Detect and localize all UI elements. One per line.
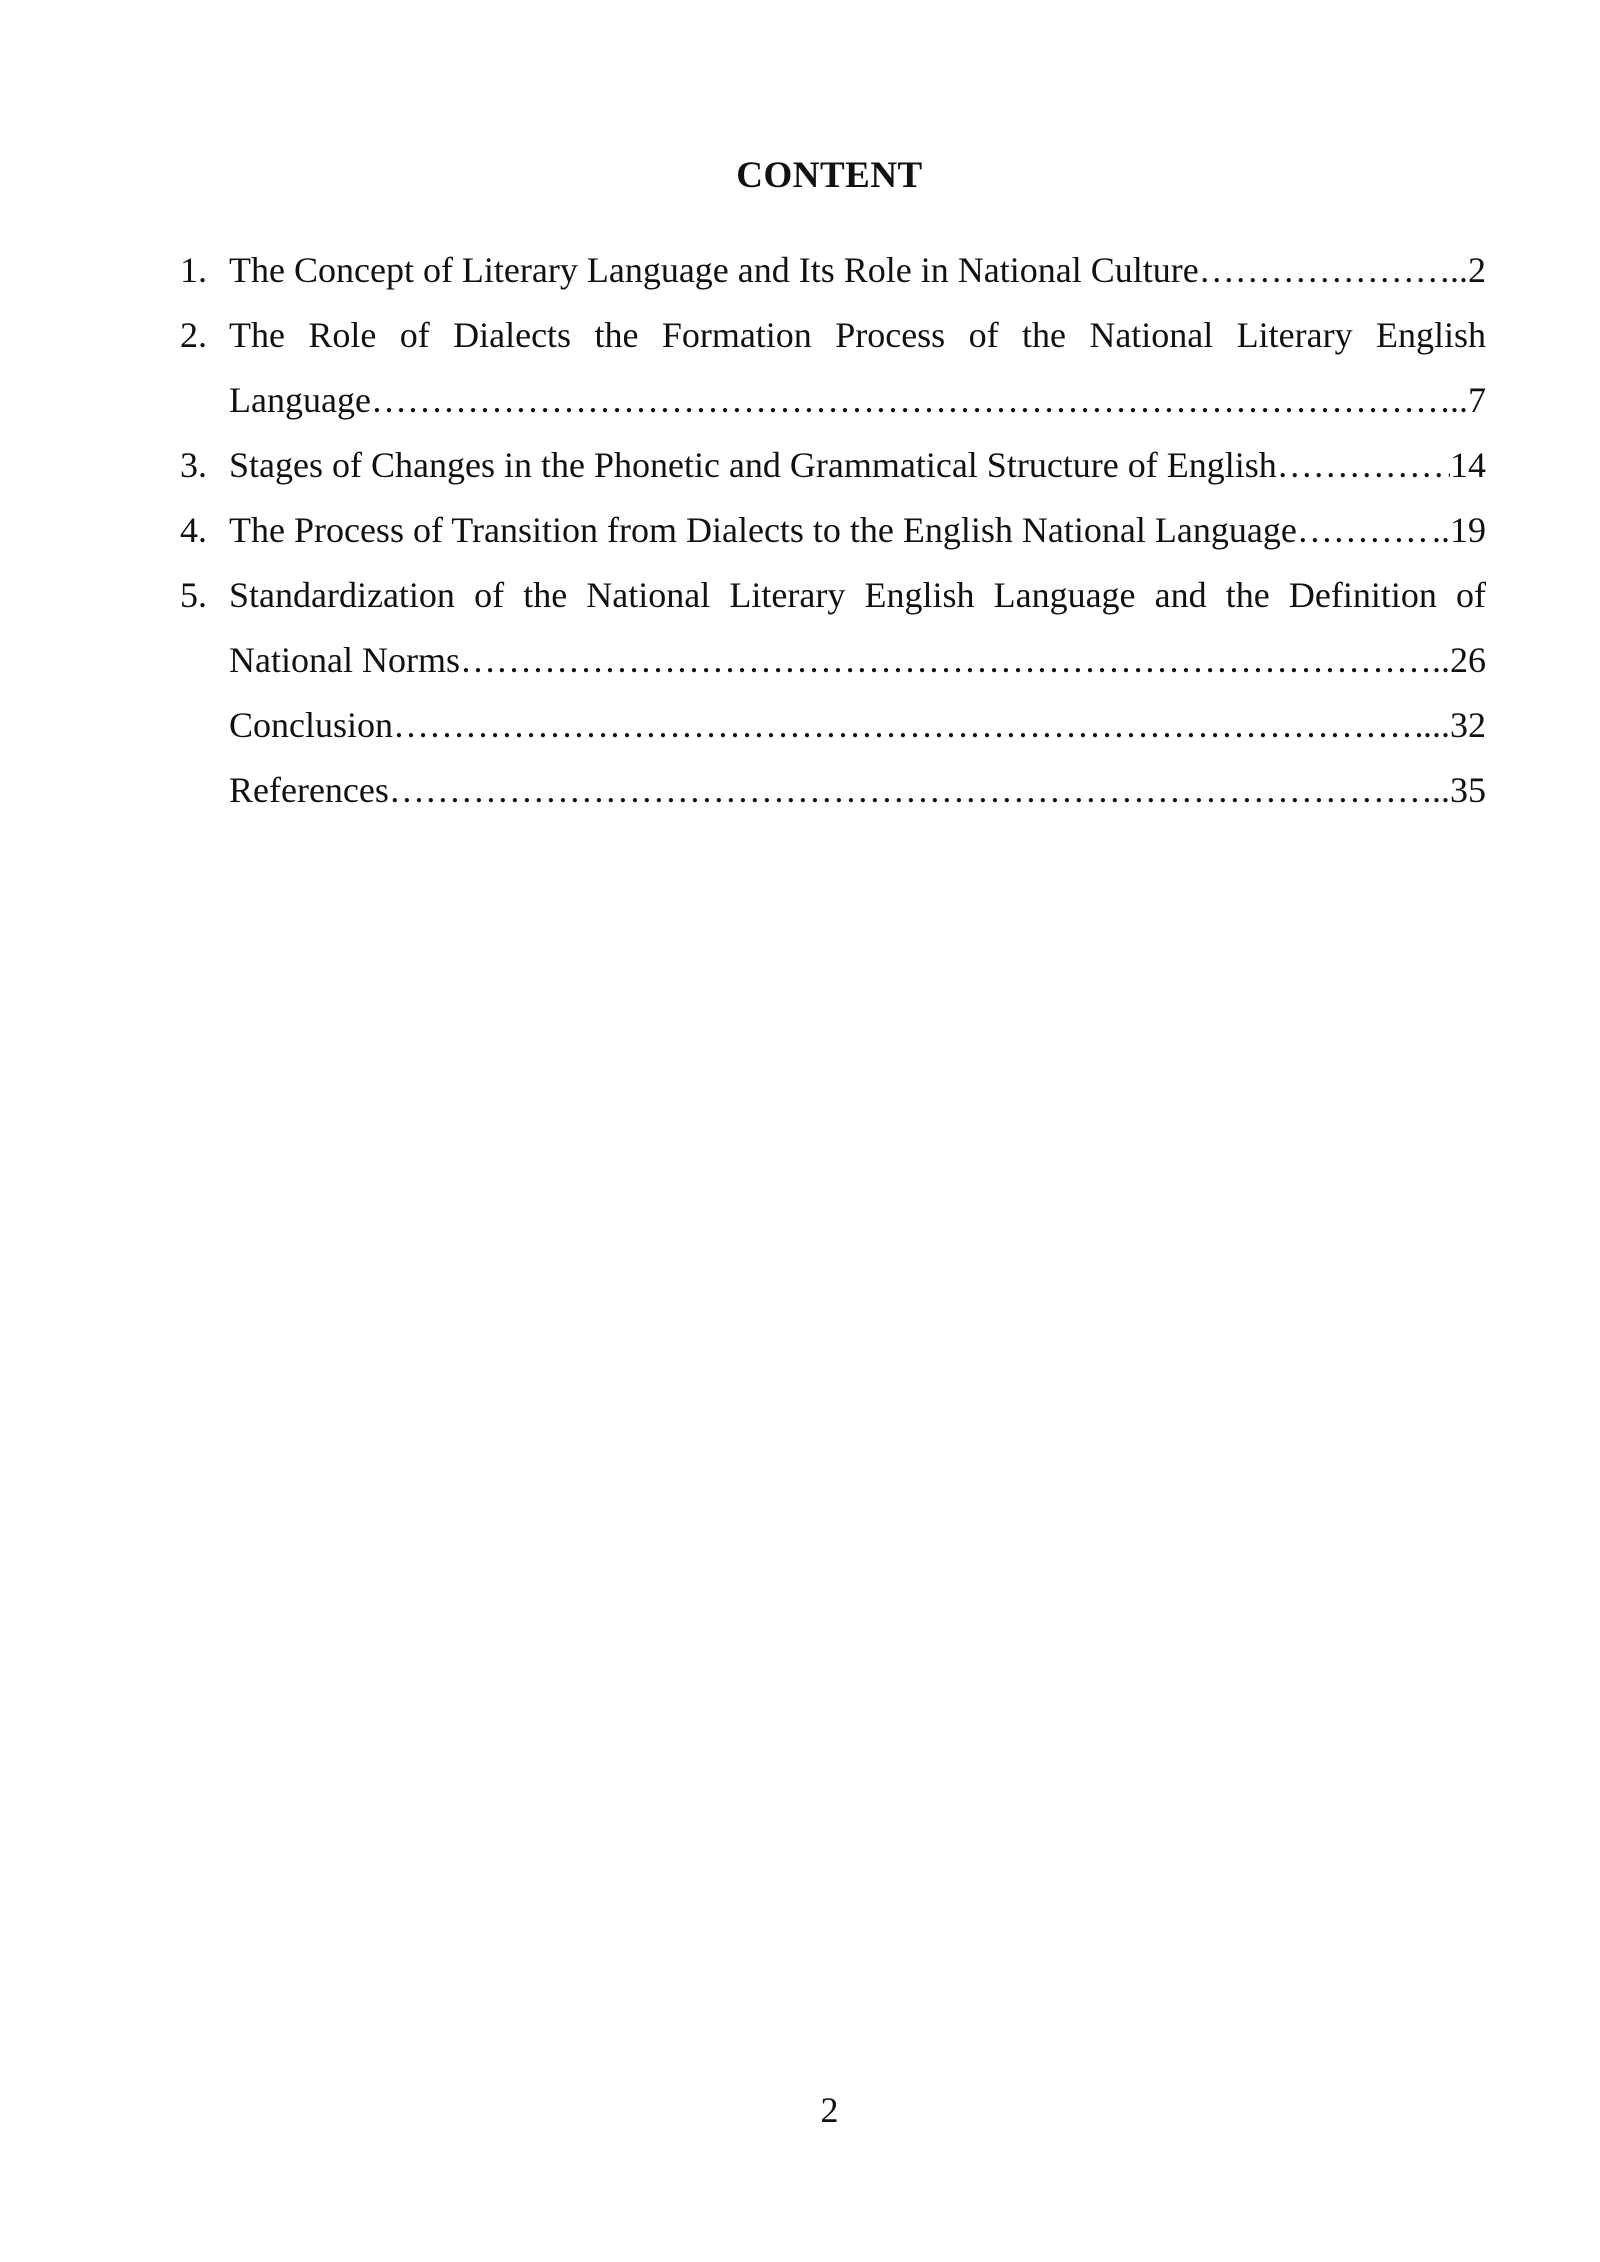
toc-dot-leader — [393, 693, 1423, 758]
toc-entry-line — [229, 693, 1486, 758]
toc-dot-leader — [389, 758, 1432, 823]
toc-entry-line — [229, 238, 1486, 303]
toc-entry-page-suffix: .. — [1432, 640, 1450, 680]
toc-entry-page: 7 — [1468, 380, 1486, 420]
toc-entry-page: 19 — [1450, 510, 1486, 550]
toc-entry-number: 2. — [180, 315, 207, 355]
toc-entry-title: Language — [229, 380, 371, 420]
toc-entry-1[interactable] — [180, 238, 1486, 303]
toc-entry-number: 3. — [180, 445, 207, 485]
toc-entry-page-suffix: .. — [1450, 380, 1468, 420]
toc-dot-leader — [1199, 238, 1450, 303]
toc-entry-page: 14 — [1450, 445, 1486, 485]
toc-entry-title: The Concept of Literary Language and Its Role in National Culture — [229, 250, 1199, 290]
page-title — [0, 152, 1600, 200]
toc-dot-leader — [1277, 433, 1450, 498]
toc-entry-title-line-1: Standardization of the National Literary English Language and the Definition of — [229, 575, 1486, 615]
toc-entry-references[interactable] — [180, 758, 1486, 823]
page-title-text: CONTENT — [736, 155, 923, 196]
toc-dot-leader — [371, 368, 1450, 433]
toc-entry-title: References — [229, 770, 389, 810]
toc-entry-page: 32 — [1450, 705, 1486, 745]
toc-entry-line — [229, 758, 1486, 823]
toc-entry-title: Stages of Changes in the Phonetic and Grammatical Structure of English — [229, 445, 1277, 485]
toc-entry-title: The Process of Transition from Dialects to the English National Language — [229, 510, 1297, 550]
toc-entry-title-line-1: The Role of Dialects the Formation Process of the National Literary English — [229, 315, 1486, 355]
toc-entry-3[interactable] — [180, 433, 1486, 498]
toc-entry-line — [229, 498, 1486, 563]
toc-entry-page-suffix: .. — [1432, 770, 1450, 810]
toc-entry-title: National Norms — [229, 640, 460, 680]
toc-entry-line — [229, 368, 1486, 433]
toc-entry-line — [229, 433, 1486, 498]
toc-entry-4[interactable] — [180, 498, 1486, 563]
table-of-contents — [180, 238, 1486, 823]
toc-entry-page: 26 — [1450, 640, 1486, 680]
toc-entry-page-suffix: .. — [1450, 250, 1468, 290]
toc-entry-line — [229, 628, 1486, 693]
toc-entry-number: 1. — [180, 250, 207, 290]
toc-entry-5[interactable] — [180, 563, 1486, 693]
toc-dot-leader — [1297, 498, 1432, 563]
page-number: 2 — [820, 2090, 839, 2130]
toc-entry-title: Conclusion — [229, 705, 394, 745]
toc-entry-number: 5. — [180, 575, 207, 615]
toc-entry-page: 35 — [1450, 770, 1486, 810]
toc-entry-conclusion[interactable] — [180, 693, 1486, 758]
toc-entry-page-suffix: .. — [1432, 510, 1450, 550]
toc-entry-page-suffix: ... — [1423, 705, 1450, 745]
toc-entry-number: 4. — [180, 510, 207, 550]
toc-dot-leader — [460, 628, 1432, 693]
toc-entry-page: 2 — [1468, 250, 1486, 290]
toc-entry-2[interactable] — [180, 303, 1486, 433]
